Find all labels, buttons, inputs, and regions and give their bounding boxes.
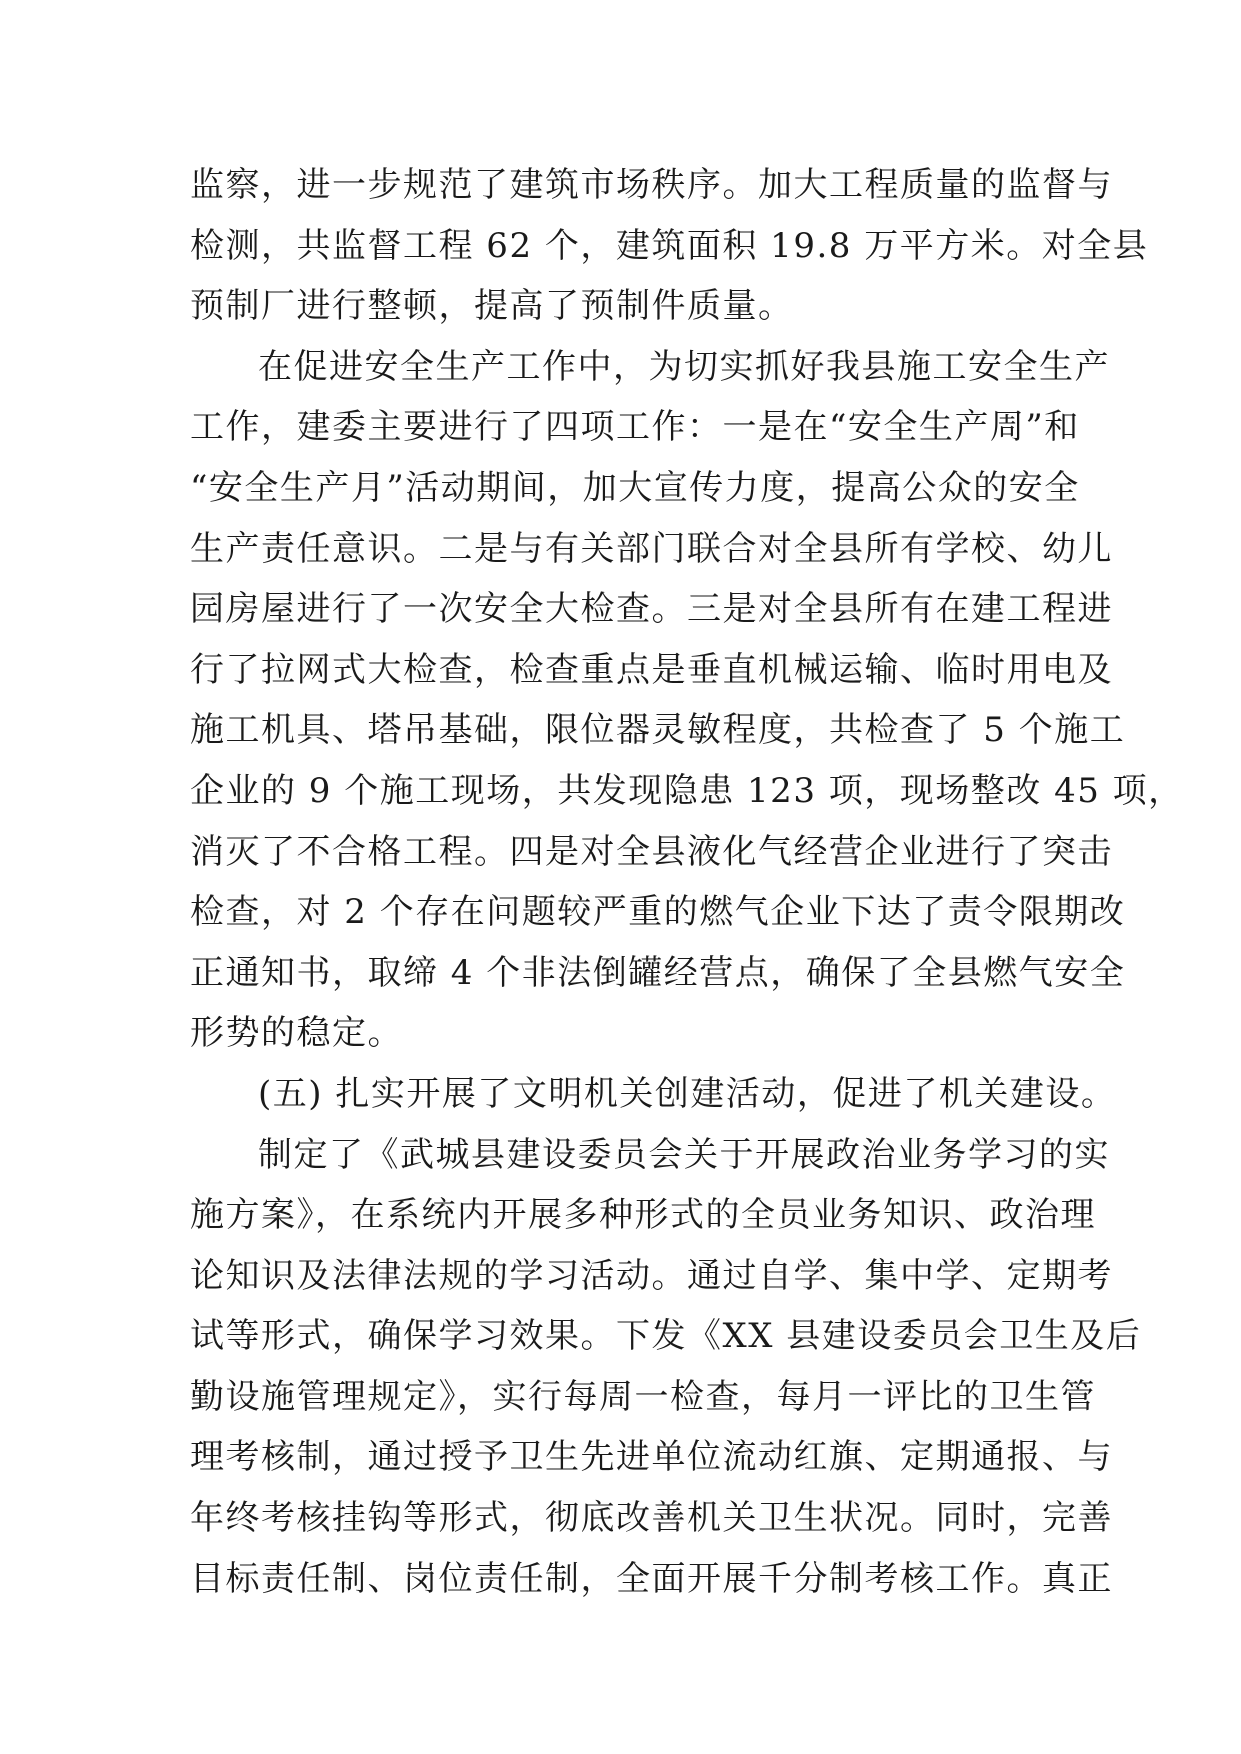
text-line: 检查，对 2 个存在问题较严重的燃气企业下达了责令限期改 <box>190 892 1126 933</box>
text-line: 消灭了不合格工程。四是对全县液化气经营企业进行了突击 <box>190 831 1113 872</box>
text-line: 施工机具、塔吊基础，限位器灵敏程度，共检查了 5 个施工 <box>190 710 1126 751</box>
text-line: 试等形式，确保学习效果。下发《XX 县建设委员会卫生及后 <box>190 1316 1142 1357</box>
text-line: 生产责任意识。二是与有关部门联合对全县所有学校、幼儿 <box>190 528 1113 569</box>
text-line: 论知识及法律法规的学习活动。通过自学、集中学、定期考 <box>190 1255 1113 1296</box>
section-heading-five <box>190 1064 1117 1125</box>
document-body <box>190 155 1184 1609</box>
text-line: 年终考核挂钩等形式，彻底改善机关卫生状况。同时，完善 <box>190 1498 1113 1539</box>
text-line: 形势的稳定。 <box>190 1013 403 1054</box>
paragraph-civilized-office <box>190 1125 1142 1610</box>
text-line: (五) 扎实开展了文明机关创建活动，促进了机关建设。 <box>258 1073 1117 1114</box>
paragraph-quality-supervision <box>190 155 1149 337</box>
text-line: 监察，进一步规范了建筑市场秩序。加大工程质量的监督与 <box>190 165 1113 205</box>
text-line: 工作，建委主要进行了四项工作：一是在“安全生产周”和 <box>190 407 1080 448</box>
text-line: 园房屋进行了一次安全大检查。三是对全县所有在建工程进 <box>190 589 1113 630</box>
text-line: 在促进安全生产工作中，为切实抓好我县施工安全生产 <box>258 346 1110 387</box>
text-line: 制定了《武城县建设委员会关于开展政治业务学习的实 <box>258 1134 1110 1175</box>
text-line: 预制厂进行整顿，提高了预制件质量。 <box>190 286 794 327</box>
text-line: 勤设施管理规定》，实行每周一检查，每月一评比的卫生管 <box>190 1376 1096 1417</box>
paragraph-safety-production <box>190 337 1184 1064</box>
text-line: 目标责任制、岗位责任制，全面开展千分制考核工作。真正 <box>190 1558 1113 1599</box>
text-line: 企业的 9 个施工现场，共发现隐患 123 项，现场整改 45 项， <box>190 770 1184 811</box>
text-line: “安全生产月”活动期间，加大宣传力度，提高公众的安全 <box>190 467 1080 508</box>
text-line: 行了拉网式大检查，检查重点是垂直机械运输、临时用电及 <box>190 649 1113 690</box>
text-line: 正通知书，取缔 4 个非法倒罐经营点，确保了全县燃气安全 <box>190 952 1126 993</box>
text-line: 检测，共监督工程 62 个，建筑面积 19.8 万平方米。对全县 <box>190 225 1149 266</box>
text-line: 理考核制，通过授予卫生先进单位流动红旗、定期通报、与 <box>190 1437 1113 1478</box>
text-line: 施方案》，在系统内开展多种形式的全员业务知识、政治理 <box>190 1195 1096 1236</box>
